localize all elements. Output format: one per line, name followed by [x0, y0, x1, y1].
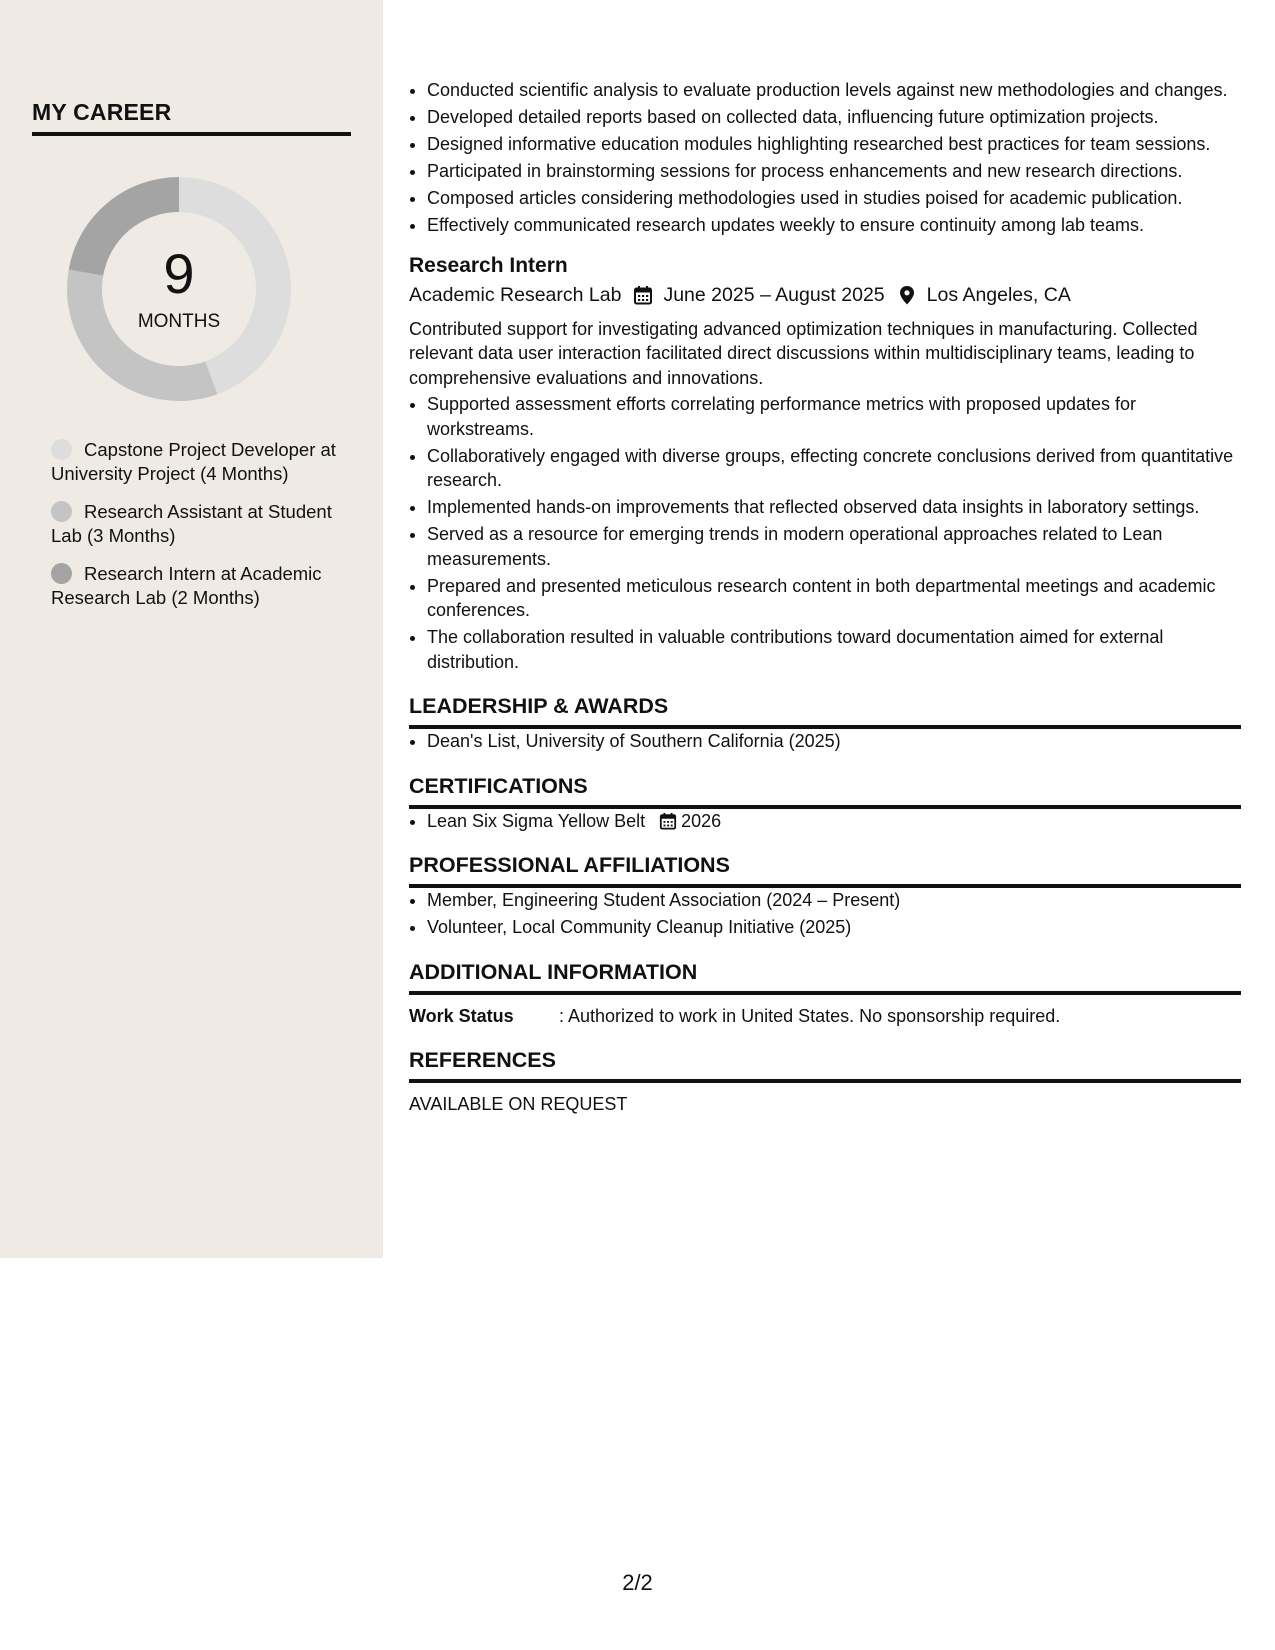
additional-info-section-title: ADDITIONAL INFORMATION: [409, 958, 1241, 995]
references-text: AVAILABLE ON REQUEST: [409, 1093, 628, 1114]
certifications-section-title: CERTIFICATIONS: [409, 772, 1241, 809]
affiliations-section-title: PROFESSIONAL AFFILIATIONS: [409, 851, 1241, 888]
job-dates: June 2025 – August 2025: [663, 283, 885, 306]
list-item: • Effectively communicated research updates weekly to ensure continuity among lab teams.: [427, 213, 1241, 238]
job-description: Contributed support for investigating advanced optimization techniques in manufacturing. Collected relevant data user interaction facilitated direct discussions within multidisciplinary teams, leading to comprehensive evaluations and innovations.: [409, 318, 1198, 388]
certification-year: 2026: [681, 810, 722, 831]
sidebar: [0, 0, 383, 1258]
job-location: Los Angeles, CA: [926, 283, 1071, 306]
list-item: • Member, Engineering Student Association (2024 – Present): [427, 888, 1241, 913]
total-months-unit: MONTHS: [137, 311, 221, 332]
legend-item: [51, 562, 341, 610]
career-section-title: MY CAREER: [32, 99, 351, 136]
work-status-value: : Authorized to work in United States. No sponsorship required.: [559, 1005, 1061, 1026]
work-status-row: [409, 1004, 1241, 1028]
leadership-list: [409, 729, 1241, 754]
list-item: • Conducted scientific analysis to evaluate production levels against new methodologies and changes.: [427, 78, 1241, 103]
affiliations-list: [409, 888, 1241, 940]
page-number: 2/2: [622, 1570, 653, 1595]
work-status-label: Work Status: [409, 1005, 514, 1026]
legend-label: Capstone Project Developer at University Project (4 Months): [51, 439, 336, 484]
list-item: • Prepared and presented meticulous research content in both departmental meetings and academic conferences.: [427, 574, 1241, 623]
certification-name: • Lean Six Sigma Yellow Belt: [427, 810, 646, 831]
previous-job-bullets: [409, 78, 1241, 238]
leadership-section-title: LEADERSHIP & AWARDS: [409, 692, 1241, 729]
certifications-list: [409, 809, 1241, 834]
list-item: • The collaboration resulted in valuable contributions toward documentation aimed for external distribution.: [427, 625, 1241, 674]
legend-label: Research Intern at Academic Research Lab (2 Months): [51, 563, 322, 608]
map-pin-icon: [897, 285, 917, 305]
list-item: • Participated in brainstorming sessions for process enhancements and new research directions.: [427, 159, 1241, 184]
legend-swatch: [51, 501, 72, 522]
legend-label: Research Assistant at Student Lab (3 Months): [51, 501, 332, 546]
legend-item: [51, 500, 341, 548]
list-item: • Dean's List, University of Southern California (2025): [427, 729, 1241, 754]
legend-item: [51, 438, 341, 486]
legend-swatch: [51, 563, 72, 584]
references-section-title: REFERENCES: [409, 1046, 1241, 1083]
calendar-icon: [659, 812, 677, 830]
calendar-icon: [633, 285, 653, 305]
career-legend: [51, 438, 341, 624]
main-content: [409, 78, 1241, 1116]
list-item: • Served as a resource for emerging trends in modern operational approaches related to Lean measurements.: [427, 522, 1241, 571]
job-company: Academic Research Lab: [409, 283, 622, 306]
job-meta: [409, 280, 1241, 310]
list-item: • Collaboratively engaged with diverse groups, effecting concrete conclusions derived from quantitative research.: [427, 444, 1241, 493]
list-item: • Implemented hands-on improvements that reflected observed data insights in laboratory settings.: [427, 495, 1241, 520]
career-donut-chart: [66, 176, 292, 402]
list-item: • Developed detailed reports based on collected data, influencing future optimization projects.: [427, 105, 1241, 130]
list-item: [427, 809, 1241, 834]
list-item: • Designed informative education modules highlighting researched best practices for team sessions.: [427, 132, 1241, 157]
total-months-value: 9: [163, 242, 195, 305]
job-bullets: [409, 392, 1241, 674]
list-item: • Volunteer, Local Community Cleanup Initiative (2025): [427, 915, 1241, 940]
job-title: Research Intern: [409, 253, 568, 277]
list-item: • Supported assessment efforts correlating performance metrics with proposed updates for workstreams.: [427, 392, 1241, 441]
legend-swatch: [51, 439, 72, 460]
list-item: • Composed articles considering methodologies used in studies poised for academic publication.: [427, 186, 1241, 211]
